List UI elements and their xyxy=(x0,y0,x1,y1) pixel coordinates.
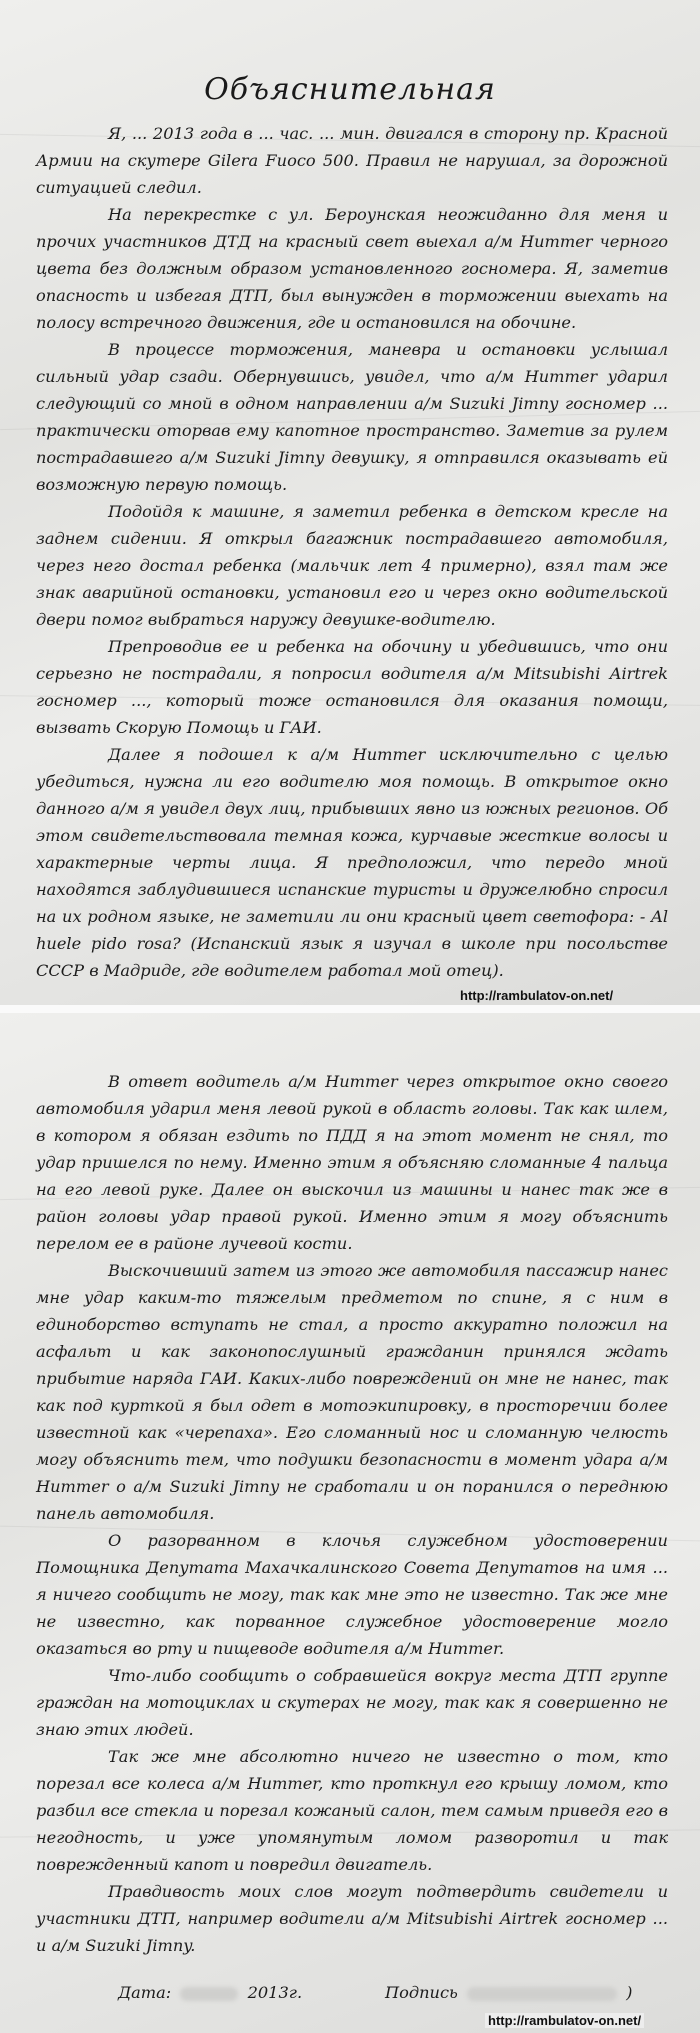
date-label: Дата: xyxy=(118,1983,172,2002)
paragraph: Я, ... 2013 года в ... час. ... мин. двигался в сторону пр. Красной Армии на скутере Gilera Fuoco 500. Правил не нарушал, за дорожной ситуацией следил. xyxy=(36,124,668,197)
date-value: 2013г. xyxy=(247,1983,303,2002)
watermark-link[interactable]: http://rambulatov-on.net/ xyxy=(485,2013,644,2028)
paragraph: Так же мне абсолютно ничего не известно о том, кто порезал все колеса а/м Hummer, кто проткнул его крышу ломом, кто разбил все стекла и порезал кожаный салон, тем самым приведя его в негодность, и уже упомянутым ломом разворотил и так поврежденный капот и повредил двигатель. xyxy=(36,1747,668,1874)
document-page-2 xyxy=(0,1013,700,2033)
document-page-1 xyxy=(0,0,700,1005)
document-title: Объяснительная xyxy=(204,72,496,107)
paragraph: Далее я подошел к а/м Hummer исключительно с целью убедиться, нужна ли его водителю моя помощь. В открытое окно данного а/м я увидел двух лиц, прибывших явно из южных регионов. Об этом свидетельствовала темная кожа, курчавые жесткие волосы и характерные черты лица. Я предположил, что передо мной находятся заблудившиеся испанские туристы и дружелюбно спросил на их родном языке, не заметили ли они красный цвет светофора: - Al huele pido rosa? (Испанский язык я изучал в школе при посольстве СССР в Мадриде, где водителем работал мой отец). xyxy=(36,745,668,980)
signature-value: ) xyxy=(626,1983,633,2002)
paragraph: Препроводив ее и ребенка на обочину и убедившись, что они серьезно не пострадали, я попросил водителя а/м Mitsubishi Airtrek госномер ..., который тоже остановился для оказания помощи, вызвать Скорую Помощь и ГАИ. xyxy=(36,637,668,737)
date-line xyxy=(118,1983,302,2002)
paragraph: Подойдя к машине, я заметил ребенка в детском кресле на заднем сидении. Я открыл багажник пострадавшего автомобиля, через него достал ребенка (мальчик лет 4 примерно), взял там же знак аварийной остановки, установил его и через окно водительской двери помог выбраться наружу девушке-водителю. xyxy=(36,502,668,629)
page-separator xyxy=(0,1005,700,1013)
watermark-link[interactable]: http://rambulatov-on.net/ xyxy=(460,988,614,1003)
signature-line xyxy=(385,1983,633,2002)
paragraph: В ответ водитель а/м Hummer через открытое окно своего автомобиля ударил меня левой рукой в область головы. Так как шлем, в котором я обязан ездить по ПДД я на этот момент не снял, то удар пришелся по нему. Именно этим я объясняю сломанные 4 пальца на его левой руке. Далее он выскочил из машины и нанес так же в район головы удар правой рукой. Именно этим я могу объяснить перелом ее в районе лучевой кости. xyxy=(36,1072,668,1253)
redacted-signature xyxy=(467,1987,617,2001)
redacted-date xyxy=(180,1987,238,2001)
paragraph: Выскочивший затем из этого же автомобиля пассажир нанес мне удар каким-то тяжелым предметом по спине, я с ним в единоборство вступать не стал, а просто аккуратно положил на асфальт и как законопослушный гражданин принялся ждать прибытие наряда ГАИ. Каких-либо повреждений он мне не нанес, так как под курткой я был одет в мотоэкипировку, в просторечии более известной как «черепаха». Его сломанный нос и сломанную челюсть могу объяснить тем, что подушки безопасности в момент удара а/м Hummer о а/м Suzuki Jimny не сработали и он поранился о переднюю панель автомобиля. xyxy=(36,1261,668,1523)
document-body-page-2 xyxy=(36,1068,668,1959)
paragraph: Что-либо сообщить о собравшейся вокруг места ДТП группе граждан на мотоциклах и скутерах не могу, так как я совершенно не знаю этих людей. xyxy=(36,1666,668,1739)
document-body-page-1 xyxy=(36,120,668,984)
paragraph: О разорванном в клочья служебном удостоверении Помощника Депутата Махачкалинского Совета Депутатов на имя ... я ничего сообщить не могу, так как мне это не известно. Так же мне не известно, как порванное служебное удостоверение могло оказаться во рту и пищеводе водителя а/м Hummer. xyxy=(36,1531,668,1658)
signature-label: Подпись xyxy=(385,1983,458,2002)
paragraph: Правдивость моих слов могут подтвердить свидетели и участники ДТП, например водители а/м Mitsubishi Airtrek госномер ... и а/м Suzuki Jimny. xyxy=(36,1882,668,1955)
paragraph: На перекрестке с ул. Бероунская неожиданно для меня и прочих участников ДТД на красный свет выехал а/м Hummer черного цвета без должным образом установленного госномера. Я, заметив опасность и избегая ДТП, был вынужден в торможении выехать на полосу встречного движения, где и остановился на обочине. xyxy=(36,205,668,332)
paragraph: В процессе торможения, маневра и остановки услышал сильный удар сзади. Обернувшись, увидел, что а/м Hummer ударил следующий со мной в одном направлении а/м Suzuki Jimny госномер ... практически оторвав ему капотное пространство. Заметив за рулем пострадавшего а/м Suzuki Jimny девушку, я отправился оказывать ей возможную первую помощь. xyxy=(36,340,668,494)
